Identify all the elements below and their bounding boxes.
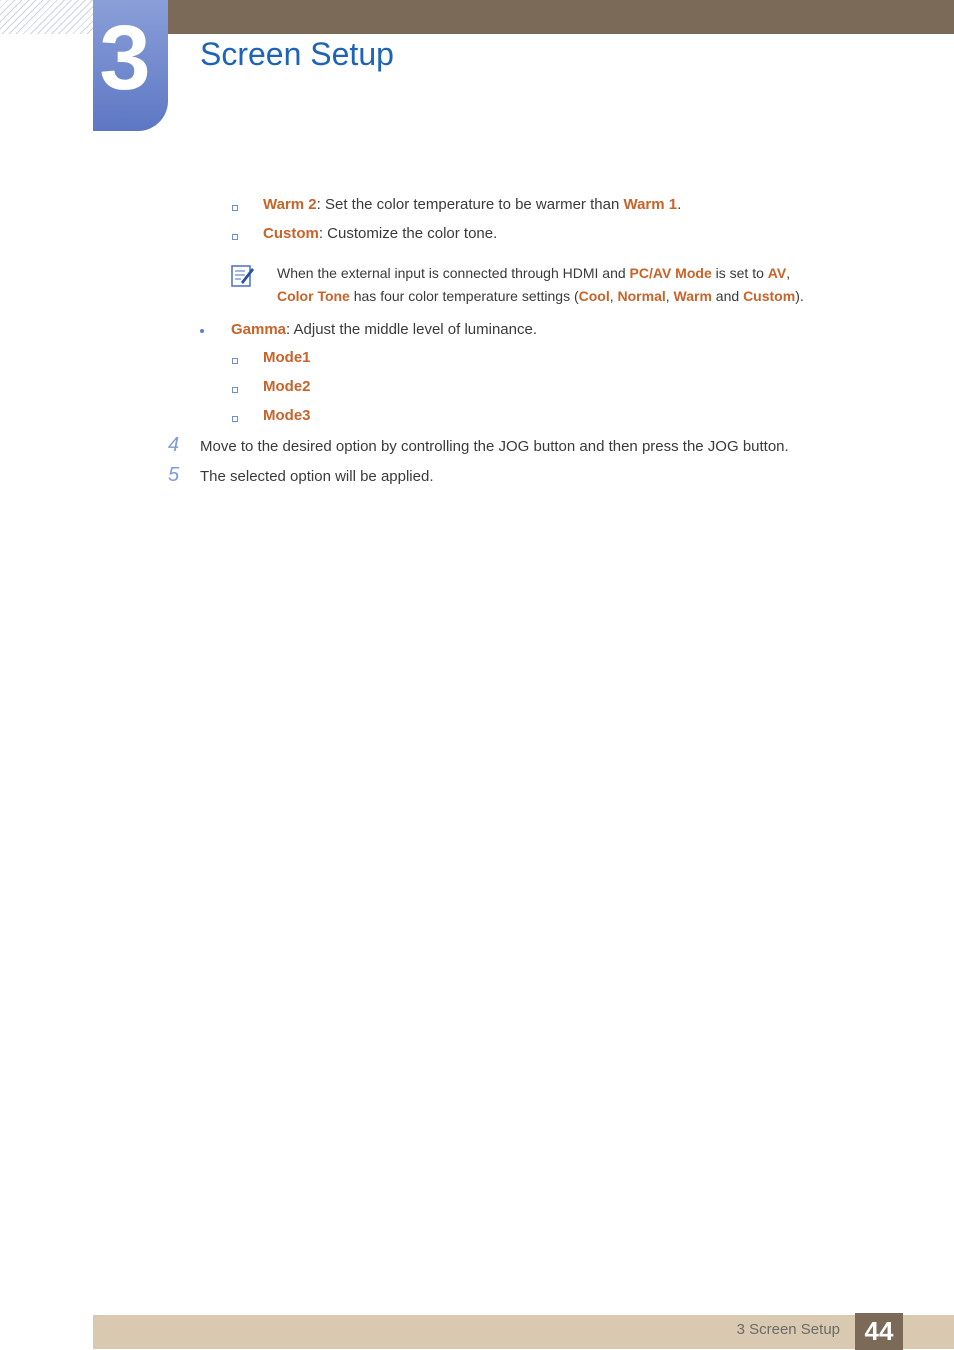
term-normal: Normal xyxy=(617,288,666,304)
term-warm1: Warm 1 xyxy=(623,196,678,213)
term-av: AV xyxy=(767,265,787,281)
list-item-gamma xyxy=(231,320,537,340)
note-line-2 xyxy=(277,286,804,306)
warm2-text: : Set the color temperature to be warmer than xyxy=(316,196,624,213)
note-pencil-icon xyxy=(231,264,255,288)
term-pcav-mode: PC/AV Mode xyxy=(629,265,712,281)
term-warm2: Warm 2 xyxy=(263,196,317,213)
note-text: ). xyxy=(795,288,804,304)
note-text: is set to xyxy=(711,265,768,281)
note-text: When the external input is connected through HDMI and xyxy=(277,265,630,281)
sub-bullet-icon xyxy=(232,205,238,211)
mode-item: Mode3 xyxy=(263,407,311,424)
mode-item: Mode2 xyxy=(263,378,311,395)
note-text: and xyxy=(711,288,744,304)
note-line-1 xyxy=(277,263,790,283)
term-cool: Cool xyxy=(578,288,610,304)
chapter-number: 3 xyxy=(99,7,151,109)
sub-bullet-icon xyxy=(232,416,238,422)
bullet-icon xyxy=(200,329,204,333)
term-warm: Warm xyxy=(673,288,712,304)
header-hatch xyxy=(0,0,93,34)
list-item-warm2 xyxy=(263,195,681,215)
note-text: , xyxy=(786,265,791,281)
gamma-text: : Adjust the middle level of luminance. xyxy=(286,321,538,338)
step-text: Move to the desired option by controlling the JOG button and then press the JOG button. xyxy=(200,438,789,455)
mode-item: Mode1 xyxy=(263,349,311,366)
term-gamma: Gamma xyxy=(231,321,287,338)
header-bar xyxy=(168,0,954,34)
step-number: 5 xyxy=(168,464,180,486)
term-color-tone: Color Tone xyxy=(277,288,350,304)
sub-bullet-icon xyxy=(232,387,238,393)
custom-text: : Customize the color tone. xyxy=(318,225,498,242)
chapter-title: Screen Setup xyxy=(200,36,394,72)
sub-bullet-icon xyxy=(232,234,238,240)
step-number: 4 xyxy=(168,434,180,456)
term-custom: Custom xyxy=(263,225,319,242)
page-number: 44 xyxy=(855,1313,903,1350)
sub-bullet-icon xyxy=(232,358,238,364)
term-custom-2: Custom xyxy=(743,288,796,304)
note-text: has four color temperature settings ( xyxy=(349,288,579,304)
step-text: The selected option will be applied. xyxy=(200,468,434,485)
footer-label: 3 Screen Setup xyxy=(736,1321,840,1338)
note-sep: , xyxy=(665,288,674,304)
warm2-end: . xyxy=(677,196,682,213)
note-sep: , xyxy=(609,288,618,304)
list-item-custom xyxy=(263,224,497,244)
